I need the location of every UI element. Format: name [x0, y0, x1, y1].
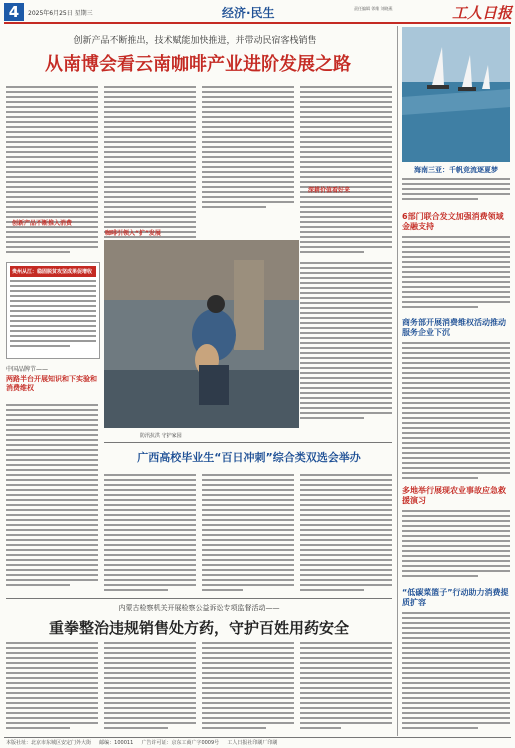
guangxi-col-1: [104, 474, 196, 594]
flood-rescue-photo: [104, 240, 299, 428]
middle-body: [6, 404, 98, 592]
paper-logo: 工人日报: [452, 4, 513, 22]
editor-credit: 责任编辑 邻维 刘晓燕: [354, 6, 393, 11]
right-story-3-body: [402, 510, 510, 582]
main-headline: 从南博会看云南咖啡产业进阶发展之路: [45, 54, 351, 75]
section-title: 经济·民生: [222, 6, 275, 20]
right-story-2-body: [402, 342, 510, 482]
subhead-1: 创新产品不断推入消费: [12, 220, 73, 227]
bottom-col-3: [202, 642, 294, 734]
page-number: 4: [4, 3, 24, 21]
bottom-headline: 重拳整治违规销售处方药，守护百姓用药安全: [48, 619, 349, 637]
sidebar-box-title: 贵州从江：稳固脱贫攻坚成果促增收: [10, 266, 96, 277]
guangxi-headline: 广西高校毕业生“百日冲刺”综合类双选会举办: [137, 451, 361, 464]
bottom-col-2: [104, 642, 196, 734]
middle-headline: 两路半台开展知识和下实验和消费维权: [6, 375, 97, 392]
main-col-1: [6, 86, 98, 258]
guangxi-col-3: [300, 474, 392, 594]
header-rule: [4, 22, 511, 24]
bottom-kicker: 内蒙古检察机关开展检察公益诉讼专项监督活动——: [118, 604, 280, 612]
issue-date: 2025年6月25日 星期三: [28, 10, 93, 17]
right-story-4-headline: “低碳菜篮子”行动助力消费提质扩容: [402, 588, 509, 607]
column-divider: [397, 26, 398, 736]
bottom-rule: [6, 598, 392, 599]
sidebar-box: [6, 262, 100, 359]
photo-caption: 防汛抗洪 守护家园: [140, 433, 182, 439]
photo-side-text: [300, 262, 392, 428]
right-story-1-headline: 6部门联合发文加强消费领域金融支持: [402, 212, 504, 231]
bottom-col-4: [300, 642, 392, 734]
footer-rule: [4, 737, 511, 738]
right-story-4-body: [402, 612, 510, 734]
bottom-col-1: [6, 642, 98, 734]
footer-text: 本版社址：北京市东城区安定门外大街 邮编：100011 广告许可证：京东工商广字0009号 工人日报社印刷厂印刷: [6, 740, 278, 746]
subhead-3: 深耕价值看好来: [308, 187, 351, 194]
right-story-3-headline: 多地举行展现农业事故应急救援演习: [402, 486, 506, 505]
subhead-2: 咖啡引领入“扩”发展: [105, 230, 161, 237]
sidebar-box-body: [10, 280, 96, 352]
guangxi-rule: [104, 442, 392, 443]
sea-photo: [402, 27, 510, 162]
main-col-4: [300, 86, 392, 258]
main-kicker: 创新产品不断推出，技术赋能加快推进，并带动民宿客栈销售: [73, 36, 317, 46]
right-story-1-body: [402, 236, 510, 312]
guangxi-col-2: [202, 474, 294, 594]
sea-photo-caption: [402, 178, 510, 206]
right-story-2-headline: 商务部开展消费维权活动推动服务企业下沉: [402, 318, 506, 337]
sea-photo-headline: 海南三亚：千帆竞流逐夏梦: [414, 166, 498, 174]
middle-kicker: 中国品牌节——: [6, 366, 49, 373]
main-col-3: [202, 86, 294, 212]
